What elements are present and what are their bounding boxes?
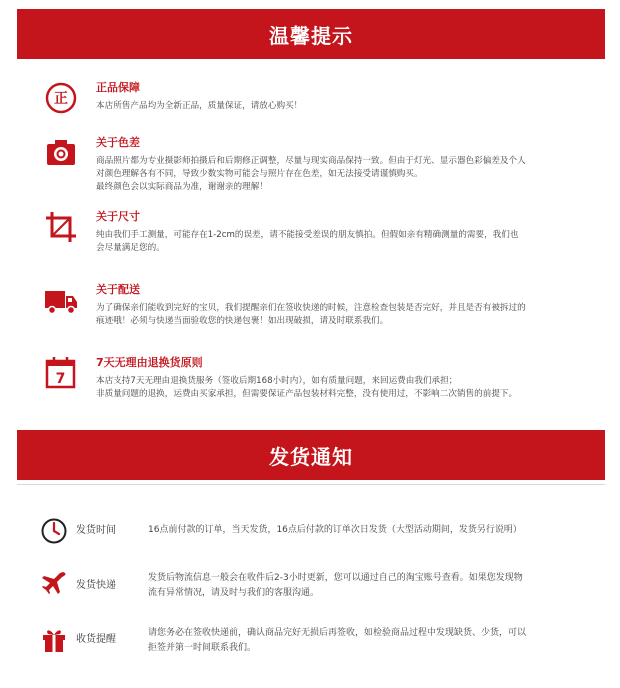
notice-banner (17, 9, 605, 59)
tip-title: 关于色差 (96, 136, 140, 149)
crop-icon (44, 210, 78, 244)
svg-text:7: 7 (55, 371, 66, 387)
tip-desc: 商品照片都为专业摄影师拍摄后和后期修正调整，尽量与现实商品保持一致。但由于灯光、显示器色彩偏差及个人 对颜色理解各有不同，导致少数实物可能会与照片存在色差，如无法接受请谨慎购买。 最终颜色会以实际商品为准，谢谢亲的理解！ (96, 156, 526, 192)
truck-icon (44, 283, 78, 317)
airplane-icon (40, 570, 68, 598)
camera-icon (44, 136, 78, 170)
divider (17, 484, 605, 485)
tip-desc: 为了确保亲们能收到完好的宝贝，我们提醒亲们在签收快递的时候，注意检查包装是否完好，并且是否有被拆过的 痕迹哦！必须与快递当面验收您的快递包裹！如出现破损，请及时联系我们。 (96, 303, 526, 326)
shipping-text: 16点前付款的订单，当天发货，16点后付款的订单次日发货（大型活动期间，发货另行说明） (148, 525, 522, 535)
tip-title: 7天无理由退换货原则 (96, 356, 203, 369)
tip-title: 关于尺寸 (96, 210, 140, 223)
clock-icon (40, 517, 68, 545)
shipping-banner (17, 430, 605, 480)
tip-title: 正品保障 (96, 81, 140, 94)
shipping-text: 请您务必在签收快递前，确认商品完好无损后再签收，如检验商品过程中发现缺货、少货，可以 拒签并第一时间联系我们。 (148, 628, 527, 653)
tip-desc: 本店所售产品均为全新正品，质量保证，请放心购买！ (96, 101, 303, 111)
genuine-badge-icon (44, 81, 78, 115)
tip-title: 关于配送 (96, 283, 140, 296)
calendar-icon (44, 356, 78, 390)
notice-heading: 温馨提示 (269, 23, 353, 48)
tip-desc: 纯由我们手工测量，可能存在1-2cm的误差，请不能接受差误的朋友慎拍。但假如亲有精确测量的需要，我们也 会尽量满足您的。 (96, 230, 519, 253)
shipping-label: 发货快递 (76, 580, 116, 591)
tip-desc: 本店支持7天无理由退换货服务（签收后期168小时内），如有质量问题，来回运费由我们承担； 非质量问题的退换，运费由买家承担，但需要保证产品包装材料完整，没有使用过，不影响二次销售的前提下。 (96, 376, 518, 399)
shipping-heading: 发货通知 (269, 444, 353, 469)
shipping-label: 收货提醒 (76, 634, 116, 645)
shipping-label: 发货时间 (76, 525, 116, 536)
shipping-text: 发货后物流信息一般会在收件后2-3小时更新，您可以通过自己的淘宝账号查看。如果您发现物 流有异常情况，请及时与我们的客服沟通。 (148, 573, 523, 598)
gift-icon (40, 625, 68, 653)
svg-text:正: 正 (54, 91, 68, 107)
